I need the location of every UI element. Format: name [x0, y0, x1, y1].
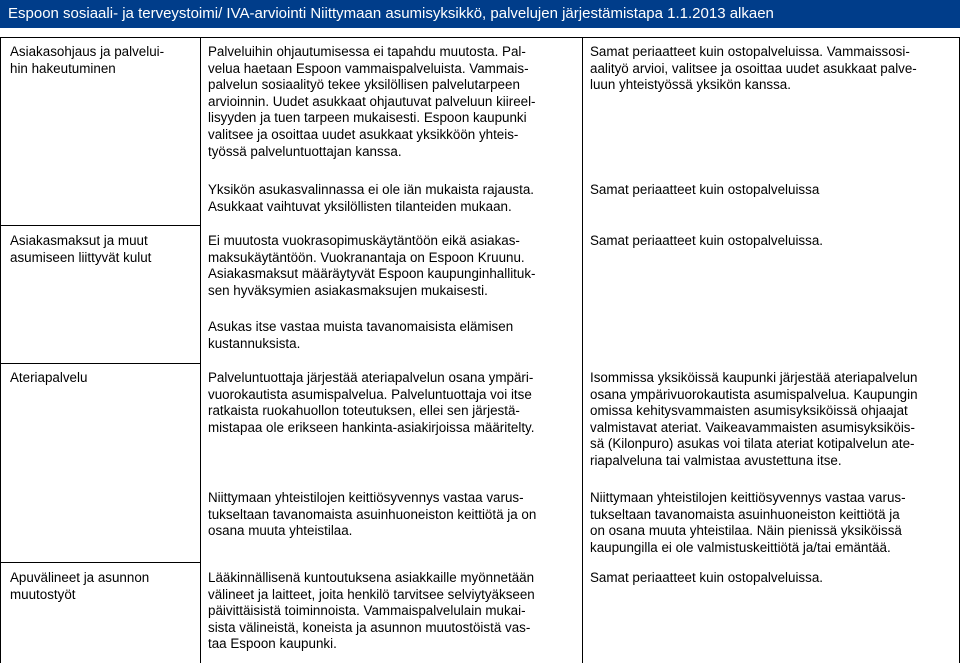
row-divider	[0, 562, 200, 563]
column-divider	[200, 37, 201, 663]
current-practice-cell: Yksikön asukasvalinnassa ei ole iän mukaista rajausta. Asukkaat vaihtuvat yksilöllisten tilanteiden mukaan.	[208, 182, 535, 214]
topic-cell: Ateriapalvelu	[10, 370, 88, 385]
current-practice-cell: Palveluihin ohjautumisessa ei tapahdu muutosta. Pal- velua haetaan Espoon vammaispalveluista. Vammais- palvelun sosiaalityö tekee yksilöllisen palvelutarpeen arvioinnin. Uudet asukkaat ohjautuvat palveluun kiireel- lisyyden ja tuen tarpeen mukaisesti. Espoon kaupunki valitsee ja osoittaa uudet asukkaat yksikköön yhteis- työssä palveluntuottajan kanssa.	[208, 44, 536, 159]
comparison-cell: Niittymaan yhteistilojen keittiösyvennys vastaa varus- tukseltaan tavanomaista asuinhuoneiston keittiötä ja on osana muuta yhteistilaa. Näin pienissä yksiköissä kaupungilla ei ole valmistuskeittiötä ja/tai emäntää.	[590, 490, 906, 555]
topic-cell: Apuvälineet ja asunnon muutostyöt	[10, 570, 150, 602]
column-divider	[0, 37, 1, 663]
topic-cell: Asiakasmaksut ja muut asumiseen liittyvät kulut	[10, 233, 152, 265]
current-practice-cell: Ei muutosta vuokrasopimuskäytäntöön eikä asiakas- maksukäytäntöön. Vuokranantaja on Espoon Kruunu. Asiakasmaksut määräytyvät Espoon kaupunginhallituk- sen hyväksymien asiakasmaksujen mukaisesti.	[208, 233, 536, 298]
topic-cell: Asiakasohjaus ja palvelui- hin hakeutuminen	[10, 44, 165, 76]
comparison-cell: Samat periaatteet kuin ostopalveluissa.	[590, 570, 823, 585]
comparison-cell: Samat periaatteet kuin ostopalveluissa. Vammaissosi- aalityö arvioi, valitsee ja osoittaa uudet asukkaat palve- luun yhteistyössä yksikön kanssa.	[590, 44, 917, 93]
current-practice-cell: Lääkinnällisenä kuntoutuksena asiakkaille myönnetään välineet ja laitteet, joita henkilö tarvitsee selviytyäkseen päivittäisistä toiminnoista. Vammaispalvelulain mukai- sista välineistä, koneista ja asunnon muutostöistä vas- taa Espoon kaupunki.	[208, 570, 535, 652]
row-divider	[0, 225, 200, 226]
row-divider	[0, 363, 200, 364]
current-practice-cell: Palveluntuottaja järjestää ateriapalvelun osana ympäri- vuorokautista asumispalvelua. Palveluntuottaja voi itse ratkaista ruokahuollon toteutuksen, ellei sen järjestä- mistapaa ole erikseen hankinta-asiakirjoissa määritelty.	[208, 370, 535, 435]
current-practice-cell: Niittymaan yhteistilojen keittiösyvennys vastaa varus- tukseltaan tavanomaista asuinhuoneiston keittiötä ja on osana muuta yhteistilaa.	[208, 490, 537, 539]
comparison-cell: Samat periaatteet kuin ostopalveluissa	[590, 182, 820, 197]
page-title: Espoon sosiaali- ja terveystoimi/ IVA-arviointi Niittymaan asumisyksikkö, palvelujen järjestämistapa 1.1.2013 alkaen	[0, 0, 960, 28]
comparison-cell: Isommissa yksiköissä kaupunki järjestää ateriapalvelun osana ympärivuorokautista asumispalvelua. Kaupungin omissa kehitysvammaisten asumisyksiköissä ohjaajat valmistavat ateriat. Vaikeavammaisten asumisyksiköis- sä (Kilonpuro) asukas voi tilata ateriat kotipalvelun ate- riapalveluna tai valmistaa avustettuna itse.	[590, 370, 918, 468]
column-divider	[582, 37, 583, 663]
table-top-border	[0, 37, 960, 38]
comparison-cell: Samat periaatteet kuin ostopalveluissa.	[590, 233, 823, 248]
current-practice-cell: Asukas itse vastaa muista tavanomaisista elämisen kustannuksista.	[208, 319, 514, 351]
